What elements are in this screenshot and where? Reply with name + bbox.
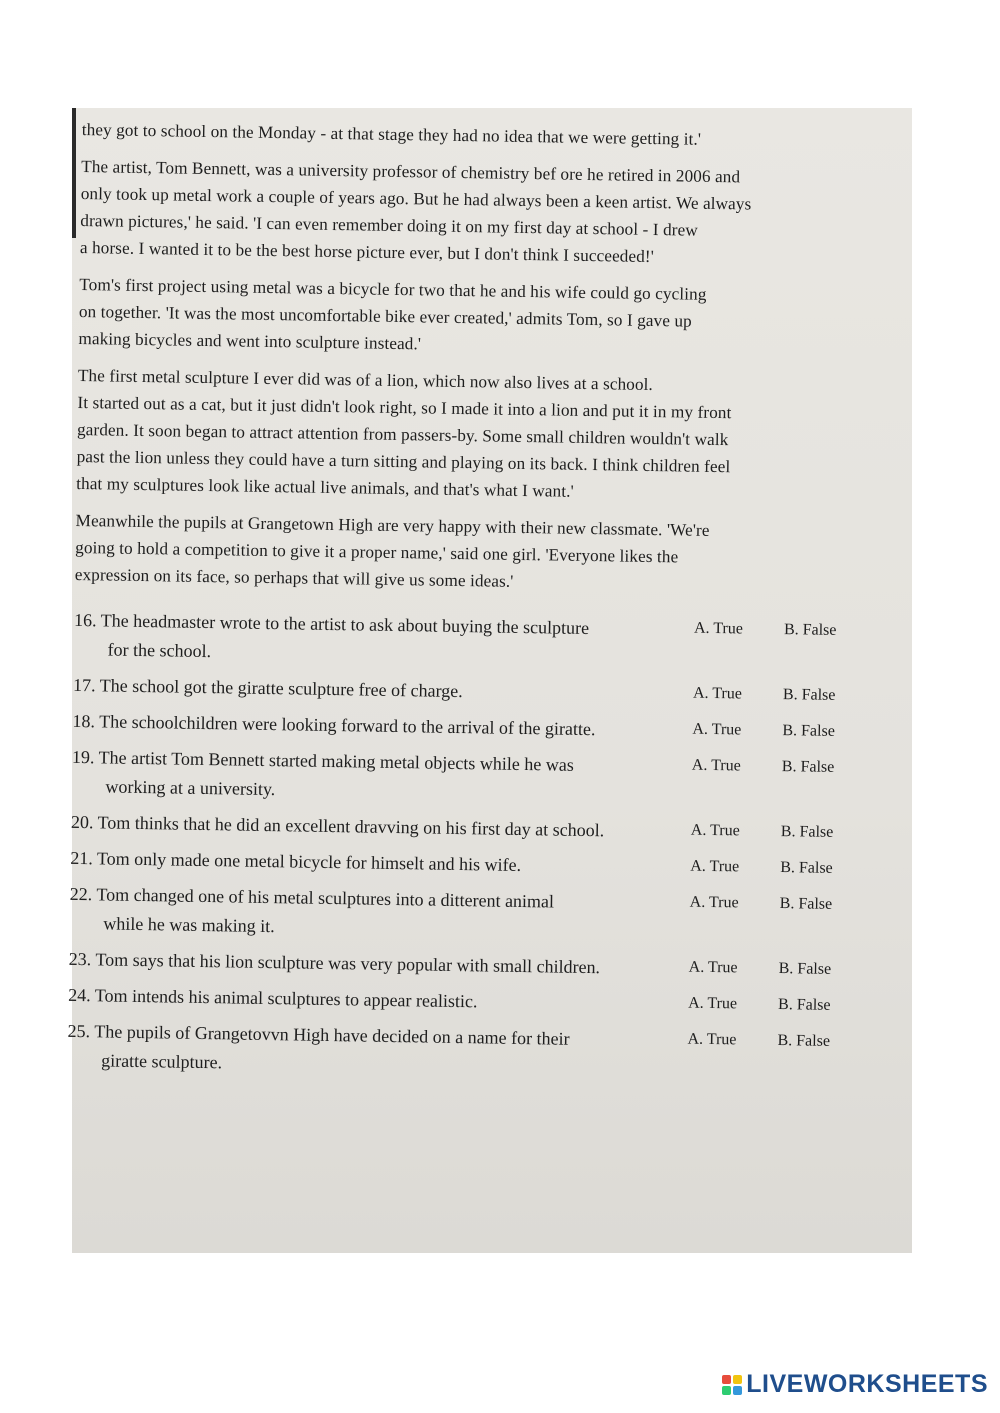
question-statement: The pupils of Grangetovvn High have decided on a name for their (94, 1021, 570, 1049)
question-statement: Tom only made one metal bicycle for himselt and his wife. (96, 848, 522, 875)
question-continuation: giratte sculpture. (101, 1050, 223, 1073)
passage-paragraph (80, 153, 897, 274)
question-item (72, 707, 887, 749)
logo-mark-square (722, 1386, 731, 1395)
option-true[interactable]: A. True (691, 756, 741, 775)
question-item (73, 671, 888, 713)
passage-line: a horse. I wanted it to be the best horse picture ever, but I don't think I succeeded!' (79, 237, 655, 266)
question-statement: The school got the giratte sculpture free of charge. (99, 675, 463, 702)
question-text (71, 743, 682, 811)
option-true[interactable]: A. True (692, 684, 743, 703)
logo-mark-square (722, 1375, 731, 1384)
question-statement: Tom thinks that he did an excellent dravving on his first day at school. (97, 812, 605, 841)
option-true[interactable]: A. True (689, 893, 739, 912)
option-true[interactable]: A. True (693, 619, 744, 638)
option-true[interactable]: A. True (688, 958, 738, 977)
question-text (67, 1017, 678, 1085)
question-number: 21. (70, 847, 93, 869)
question-number: 17. (72, 674, 96, 696)
question-text (72, 707, 682, 746)
option-false[interactable]: B. False (778, 960, 832, 978)
option-true[interactable]: A. True (687, 1030, 737, 1049)
question-number: 24. (68, 984, 91, 1006)
option-false[interactable]: B. False (783, 621, 837, 639)
question-statement: Tom says that his lion sculpture was very popular with small children. (95, 949, 601, 978)
question-item (70, 844, 885, 886)
question-text (70, 844, 680, 883)
question-number: 18. (72, 710, 96, 732)
question-number: 20. (70, 811, 94, 833)
question-statement: Tom changed one of his metal sculptures into a ditterent animal (96, 884, 555, 912)
page-edge-shadow (72, 108, 76, 238)
question-text (73, 671, 683, 710)
question-item (73, 606, 889, 677)
question-continuation: for the school. (107, 639, 212, 662)
passage-line: drawn pictures,' he said. 'I can even remember doing it on my first day at school - I drew (80, 210, 698, 240)
question-item (68, 981, 883, 1023)
option-false[interactable]: B. False (777, 1032, 831, 1050)
question-text (73, 606, 684, 674)
passage-line: It started out as a cat, but it just didn't look right, so I made it into a lion and put it in my front (77, 392, 732, 423)
question-text (68, 981, 678, 1020)
passage-line: going to hold a competition to give it a proper name,' said one girl. 'Everyone likes the (75, 537, 679, 567)
passage-line: expression on its face, so perhaps that will give us some ideas.' (74, 564, 514, 591)
question-item (69, 945, 884, 987)
option-false[interactable]: B. False (782, 686, 836, 704)
option-false[interactable]: B. False (781, 758, 835, 776)
passage-line: Meanwhile the pupils at Grangetown High are very happy with their new classmate. 'We're (75, 510, 710, 540)
question-number: 25. (67, 1020, 91, 1042)
question-text (69, 880, 680, 948)
option-true[interactable]: A. True (690, 821, 740, 840)
logo-mark-square (733, 1386, 742, 1395)
option-false[interactable]: B. False (782, 722, 836, 740)
passage-line: garden. It soon began to attract attention from passers-by. Some small children wouldn't walk (76, 419, 729, 450)
passage-line: they got to school on the Monday - at that stage they had no idea that we were getting it.' (81, 119, 702, 149)
option-true[interactable]: A. True (690, 857, 740, 876)
question-statement: The schoolchildren were looking forward to the arrival of the giratte. (99, 711, 596, 740)
logo-text: LIVEWORKSHEETS (746, 1370, 988, 1398)
worksheet-paper (67, 116, 897, 1095)
passage-line: on together. 'It was the most uncomfortable bike ever created,' admits Tom, so I gave up (78, 301, 692, 331)
question-item (71, 808, 886, 850)
reading-passage (75, 116, 897, 601)
question-statement: The artist Tom Bennett started making metal objects while he was (98, 747, 575, 775)
liveworksheets-logo[interactable] (722, 1370, 988, 1399)
option-false[interactable]: B. False (779, 895, 833, 913)
question-item (67, 1017, 883, 1088)
question-continuation: while he was making it. (103, 913, 275, 937)
passage-line: making bicycles and went into sculpture instead.' (78, 328, 422, 354)
passage-paragraph (78, 271, 894, 365)
question-item (69, 880, 885, 951)
question-number: 19. (71, 746, 95, 768)
option-true[interactable]: A. True (688, 994, 738, 1013)
worksheet-photo (67, 108, 912, 1253)
question-item (71, 743, 887, 814)
passage-line: The artist, Tom Bennett, was a university professor of chemistry bef ore he retired in 2006 and (81, 156, 741, 187)
option-true[interactable]: A. True (692, 720, 742, 739)
passage-line: past the lion unless they could have a turn sitting and playing on its back. I think children feel (76, 446, 731, 477)
passage-line: The first metal sculpture I ever did was of a lion, which now also lives at a school. (77, 365, 654, 394)
question-text (69, 945, 679, 984)
passage-paragraph (76, 362, 893, 510)
passage-paragraph (75, 507, 891, 601)
passage-line: that my sculptures look like actual live animals, and that's what I want.' (76, 473, 574, 501)
logo-icon (722, 1375, 742, 1395)
passage-paragraph (82, 116, 897, 156)
question-continuation: working at a university. (105, 776, 276, 800)
question-text (71, 808, 681, 847)
option-false[interactable]: B. False (780, 823, 834, 841)
question-statement: Tom intends his animal sculptures to appear realistic. (94, 985, 478, 1012)
passage-line: only took up metal work a couple of years ago. But he had always been a keen artist. We always (80, 183, 752, 214)
passage-line: Tom's first project using metal was a bicycle for two that he and his wife could go cycling (79, 274, 707, 304)
logo-mark-square (733, 1375, 742, 1384)
question-statement: The headmaster wrote to the artist to ask about buying the sculpture (100, 610, 590, 639)
question-number: 23. (68, 948, 92, 970)
question-number: 16. (73, 609, 97, 631)
option-false[interactable]: B. False (777, 996, 831, 1014)
question-list (67, 606, 889, 1088)
option-false[interactable]: B. False (780, 859, 833, 877)
question-number: 22. (69, 883, 93, 905)
